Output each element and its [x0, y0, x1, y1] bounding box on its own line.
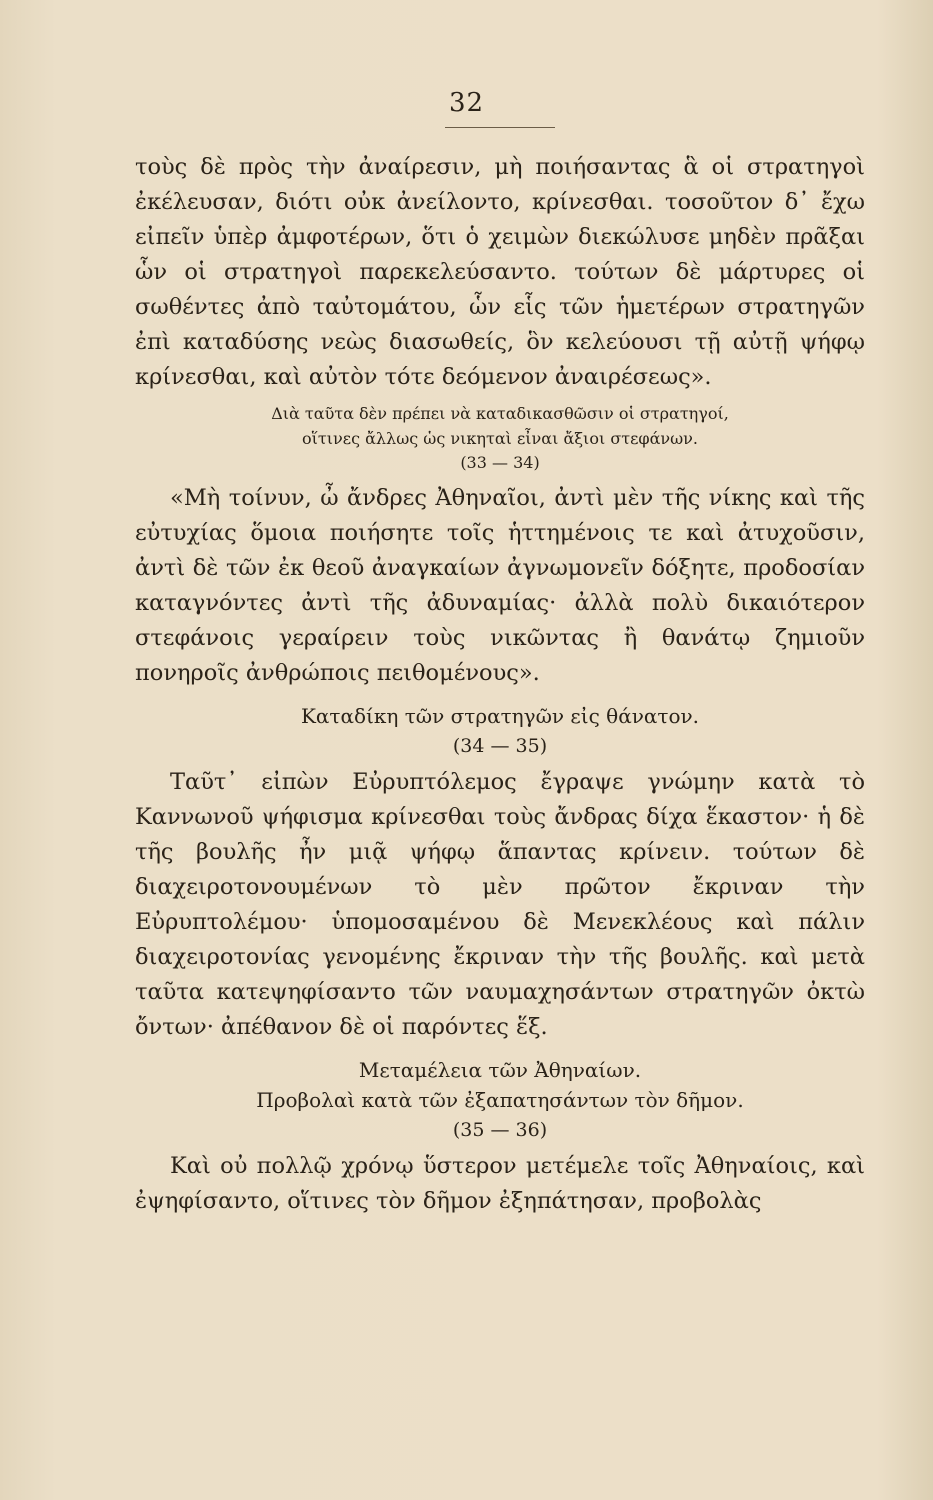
paragraph-4: Καὶ οὐ πολλῷ χρόνῳ ὕστερον μετέμελε τοῖς Ἀθηναίοις, καὶ ἐψηφίσαντο, οἵτινες τὸν δῆμον ἐξηπάτησαν, προβολὰς — [135, 1153, 865, 1214]
summary-note-1-line-2: οἵτινες ἄλλως ὡς νικηταὶ εἶναι ἄξιοι στεφάνων. — [302, 429, 698, 448]
paragraph-2: «Μὴ τοίνυν, ὦ ἄνδρες Ἀθηναῖοι, ἀντὶ μὲν τῆς νίκης καὶ τῆς εὐτυχίας ὅμοια ποιήσητε τοῖς ἡττημένοις τε καὶ ἀτυχοῦσιν, ἀντὶ δὲ τῶν ἐκ θεοῦ ἀναγκαίων ἀγνωμονεῖν δόξητε, προδοσίαν καταγνόντες ἀντὶ τῆς ἀδυναμίας· ἀλλὰ πολὺ δικαιότερον στεφάνοις γεραίρειν τοὺς νικῶντας ἢ θανάτῳ ζημιοῦν πονηροῖς ἀνθρώποις πειθομένους». — [135, 485, 865, 686]
section-range-1: (33 — 34) — [460, 453, 540, 472]
section-heading-3-line-2: Προβολαὶ κατὰ τῶν ἐξαπατησάντων τὸν δῆμον. — [256, 1088, 744, 1112]
summary-note-1 — [135, 401, 865, 451]
paragraph-1: τοὺς δὲ πρὸς τὴν ἀναίρεσιν, μὴ ποιήσαντας ἃ οἱ στρατηγοὶ ἐκέλευσαν, διότι οὐκ ἀνείλοντο, κρίνεσθαι. τοσοῦτον δ᾽ ἔχω εἰπεῖν ὑπὲρ ἀμφοτέρων, ὅτι ὁ χειμὼν διεκώλυσε μηδὲν πρᾶξαι ὧν οἱ στρατηγοὶ παρεκελεύσαντο. τούτων δὲ μάρτυρες οἱ σωθέντες ἀπὸ ταὐτομάτου, ὧν εἷς τῶν ἡμετέρων στρατηγῶν ἐπὶ καταδύσης νεὼς διασωθείς, ὃν κελεύουσι τῇ αὐτῇ ψήφῳ κρίνεσθαι, καὶ αὐτὸν τότε δεόμενον ἀναιρέσεως». — [135, 154, 865, 390]
page-number: 32 — [448, 88, 485, 118]
section-range-3: (35 — 36) — [452, 1119, 548, 1141]
paragraph-3: Ταῦτ᾽ εἰπὼν Εὐρυπτόλεμος ἔγραψε γνώμην κατὰ τὸ Καννωνοῦ ψήφισμα κρίνεσθαι τοὺς ἄνδρας δίχα ἕκαστον· ἡ δὲ τῆς βουλῆς ἦν μιᾷ ψήφῳ ἅπαντας κρίνειν. τούτων δὲ διαχειροτονουμένων τὸ μὲν πρῶτον ἔκριναν τὴν Εὐρυπτολέμου· ὑπομοσαμένου δὲ Μενεκλέους καὶ πάλιν διαχειροτονίας γενομένης ἔκριναν τὴν τῆς βουλῆς. καὶ μετὰ ταῦτα κατεψηφίσαντο τῶν ναυμαχησάντων στρατηγῶν ὀκτὼ ὄντων· ἀπέθανον δὲ οἱ παρόντες ἕξ. — [135, 769, 865, 1040]
section-heading-2: Καταδίκη τῶν στρατηγῶν εἰς θάνατον. — [300, 704, 700, 728]
section-range-2: (34 — 35) — [452, 735, 548, 757]
page-content — [135, 150, 865, 1219]
summary-note-1-line-1: Διὰ ταῦτα δὲν πρέπει νὰ καταδικασθῶσιν οἱ στρατηγοί, — [271, 404, 729, 423]
section-heading-3-line-1: Μεταμέλεια τῶν Ἀθηναίων. — [358, 1058, 642, 1082]
header-rule — [445, 127, 555, 128]
